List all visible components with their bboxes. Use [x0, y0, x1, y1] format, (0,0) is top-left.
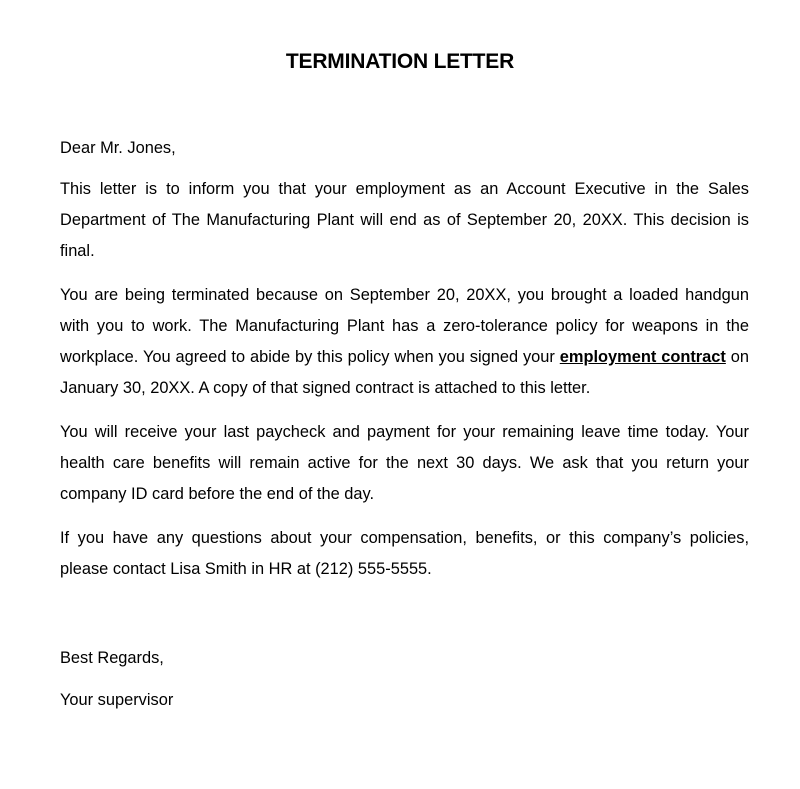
salutation: Dear Mr. Jones, — [60, 139, 176, 157]
paragraph-notice: This letter is to inform you that your employment as an Account Executive in the Sales Department of The Manufacturing Plant will end as of September 20, 20XX. This decision is final. — [60, 180, 749, 260]
paragraph-contact: If you have any questions about your compensation, benefits, or this company’s policies, please contact Lisa Smith in HR at (212) 555-5555. — [60, 529, 749, 578]
letter-title: TERMINATION LETTER — [285, 50, 515, 73]
employment-contract-link[interactable]: employment contract — [559, 348, 726, 366]
paragraph-reason-text: You are being terminated because on September 20, 20XX, you brought a loaded handgun with you to work. The Manufacturing Plant has a zero-tolerance policy for weapons in the workplace. You agreed to abide by this policy when you signed your — [60, 286, 749, 366]
paragraph-reason — [60, 280, 749, 404]
closing-phrase: Best Regards, — [60, 649, 164, 667]
letter-body — [60, 133, 749, 598]
signature: Your supervisor — [60, 691, 174, 709]
letter-closing — [60, 643, 173, 727]
paragraph-reason-text-end: on January 30, 20XX. A copy of that signed contract is attached to this letter. — [60, 348, 749, 397]
paragraph-benefits: You will receive your last paycheck and payment for your remaining leave time today. Your health care benefits will remain active for the next 30 days. We ask that you return your company ID card before the end of the day. — [60, 423, 749, 503]
